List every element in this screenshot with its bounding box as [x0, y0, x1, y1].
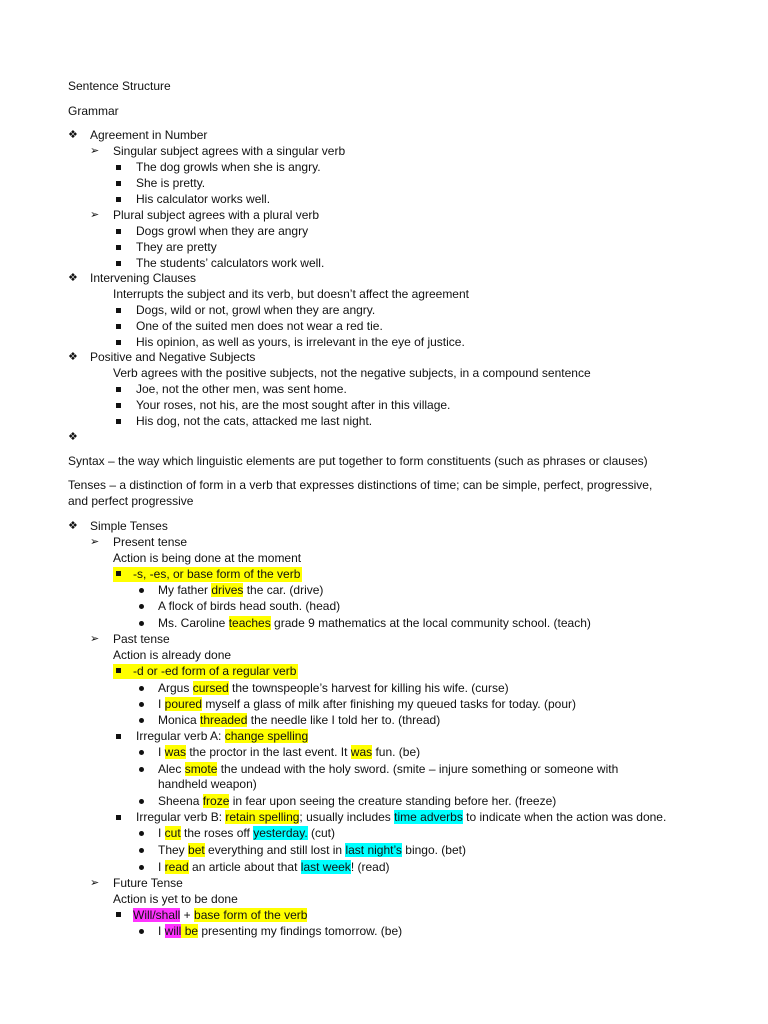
intervening-description: Interrupts the subject and its verb, but doesn’t affect the agreement: [113, 287, 469, 301]
list-item: Dogs, wild or not, growl when they are angry.: [136, 303, 376, 317]
round-bullet-icon: [139, 865, 144, 870]
list-item: His calculator works well.: [136, 192, 271, 206]
future-example-1: I will be presenting my findings tomorrow. (be): [158, 924, 403, 938]
present-example-1: My father drives the car. (drive): [158, 583, 324, 597]
square-bullet-icon: [116, 419, 121, 424]
round-bullet-icon: [139, 750, 144, 755]
irregular-a-heading: Irregular verb A: change spelling: [136, 729, 309, 743]
list-item: Dogs growl when they are angry: [136, 224, 309, 238]
heading-intervening: Intervening Clauses: [90, 271, 197, 285]
round-bullet-icon: [139, 686, 144, 691]
subheading-plural: Plural subject agrees with a plural verb: [113, 208, 320, 222]
irregular-a-example-2-cont: handheld weapon): [158, 777, 257, 791]
arrow-bullet-icon: ➢: [90, 877, 100, 889]
diamond-bullet-icon: ❖: [68, 272, 78, 284]
past-rule: -d or -ed form of a regular verb: [113, 664, 298, 679]
future-description: Action is yet to be done: [113, 892, 238, 906]
round-bullet-icon: [139, 767, 144, 772]
square-bullet-icon: [116, 734, 121, 739]
heading-agreement: Agreement in Number: [90, 128, 208, 142]
subheading-past: Past tense: [113, 632, 170, 646]
square-bullet-icon: [116, 165, 121, 170]
document-subtitle: Grammar: [68, 104, 119, 118]
square-bullet-icon: [116, 229, 121, 234]
square-bullet-icon: [116, 197, 121, 202]
round-bullet-icon: [139, 799, 144, 804]
arrow-bullet-icon: ➢: [90, 145, 100, 157]
past-description: Action is already done: [113, 648, 232, 662]
tenses-definition-line2: and perfect progressive: [68, 494, 194, 508]
round-bullet-icon: [139, 718, 144, 723]
past-example-3: Monica threaded the needle like I told her to. (thread): [158, 713, 441, 727]
list-item: His opinion, as well as yours, is irrelevant in the eye of justice.: [136, 335, 465, 349]
round-bullet-icon: [139, 702, 144, 707]
irregular-a-example-3: Sheena froze in fear upon seeing the creature standing before her. (freeze): [158, 794, 557, 808]
diamond-bullet-icon: ❖: [68, 351, 78, 363]
subheading-singular: Singular subject agrees with a singular verb: [113, 144, 346, 158]
irregular-b-example-1: I cut the roses off yesterday. (cut): [158, 826, 335, 840]
subheading-future: Future Tense: [113, 876, 183, 890]
square-bullet-icon: [116, 308, 121, 313]
present-description: Action is being done at the moment: [113, 551, 302, 565]
square-bullet-icon: [116, 340, 121, 345]
square-bullet-icon: [116, 245, 121, 250]
square-bullet-icon: [116, 181, 121, 186]
tenses-definition-line1: Tenses – a distinction of form in a verb that expresses distinctions of time; can be simple, perfect, progressive,: [68, 478, 653, 492]
round-bullet-icon: [139, 848, 144, 853]
arrow-bullet-icon: ➢: [90, 536, 100, 548]
square-bullet-icon: [116, 261, 121, 266]
syntax-definition: Syntax – the way which linguistic elements are put together to form constituents (such as phrases or clauses): [68, 454, 648, 468]
irregular-b-example-3: I read an article about that last week! (read): [158, 860, 390, 874]
arrow-bullet-icon: ➢: [90, 633, 100, 645]
future-rule: Will/shall + base form of the verb: [113, 908, 307, 923]
irregular-a-example-1: I was the proctor in the last event. It was fun. (be): [158, 745, 421, 759]
list-item: She is pretty.: [136, 176, 206, 190]
square-bullet-icon: [116, 387, 121, 392]
present-rule: -s, -es, or base form of the verb: [113, 567, 302, 582]
diamond-bullet-icon: ❖: [68, 431, 78, 443]
present-example-3: Ms. Caroline teaches grade 9 mathematics at the local community school. (teach): [158, 616, 591, 630]
diamond-bullet-icon: ❖: [68, 520, 78, 532]
round-bullet-icon: [139, 604, 144, 609]
heading-posneg: Positive and Negative Subjects: [90, 350, 256, 364]
list-item: Joe, not the other men, was sent home.: [136, 382, 347, 396]
square-bullet-icon: [116, 815, 121, 820]
square-bullet-icon: [116, 324, 121, 329]
list-item: The dog growls when she is angry.: [136, 160, 321, 174]
irregular-b-heading: Irregular verb B: retain spelling; usually includes time adverbs to indicate when the action was done.: [136, 810, 667, 824]
square-bullet-icon: [116, 403, 121, 408]
square-bullet-icon: [116, 912, 121, 917]
list-item: One of the suited men does not wear a red tie.: [136, 319, 383, 333]
irregular-b-example-2: They bet everything and still lost in last night’s bingo. (bet): [158, 843, 466, 857]
round-bullet-icon: [139, 929, 144, 934]
round-bullet-icon: [139, 831, 144, 836]
round-bullet-icon: [139, 621, 144, 626]
subheading-present: Present tense: [113, 535, 188, 549]
list-item: They are pretty: [136, 240, 217, 254]
list-item: Your roses, not his, are the most sought after in this village.: [136, 398, 451, 412]
arrow-bullet-icon: ➢: [90, 209, 100, 221]
past-example-1: Argus cursed the townspeople’s harvest for killing his wife. (curse): [158, 681, 509, 695]
irregular-a-example-2: Alec smote the undead with the holy sword. (smite – injure something or someone with: [158, 762, 619, 776]
document-title: Sentence Structure: [68, 79, 171, 93]
diamond-bullet-icon: ❖: [68, 129, 78, 141]
square-bullet-icon: [116, 571, 121, 576]
heading-simple-tenses: Simple Tenses: [90, 519, 168, 533]
posneg-description: Verb agrees with the positive subjects, not the negative subjects, in a compound sentence: [113, 366, 591, 380]
list-item: The students’ calculators work well.: [136, 256, 325, 270]
list-item: His dog, not the cats, attacked me last night.: [136, 414, 373, 428]
past-example-2: I poured myself a glass of milk after finishing my queued tasks for today. (pour): [158, 697, 576, 711]
square-bullet-icon: [116, 668, 121, 673]
round-bullet-icon: [139, 588, 144, 593]
present-example-2: A flock of birds head south. (head): [158, 599, 341, 613]
